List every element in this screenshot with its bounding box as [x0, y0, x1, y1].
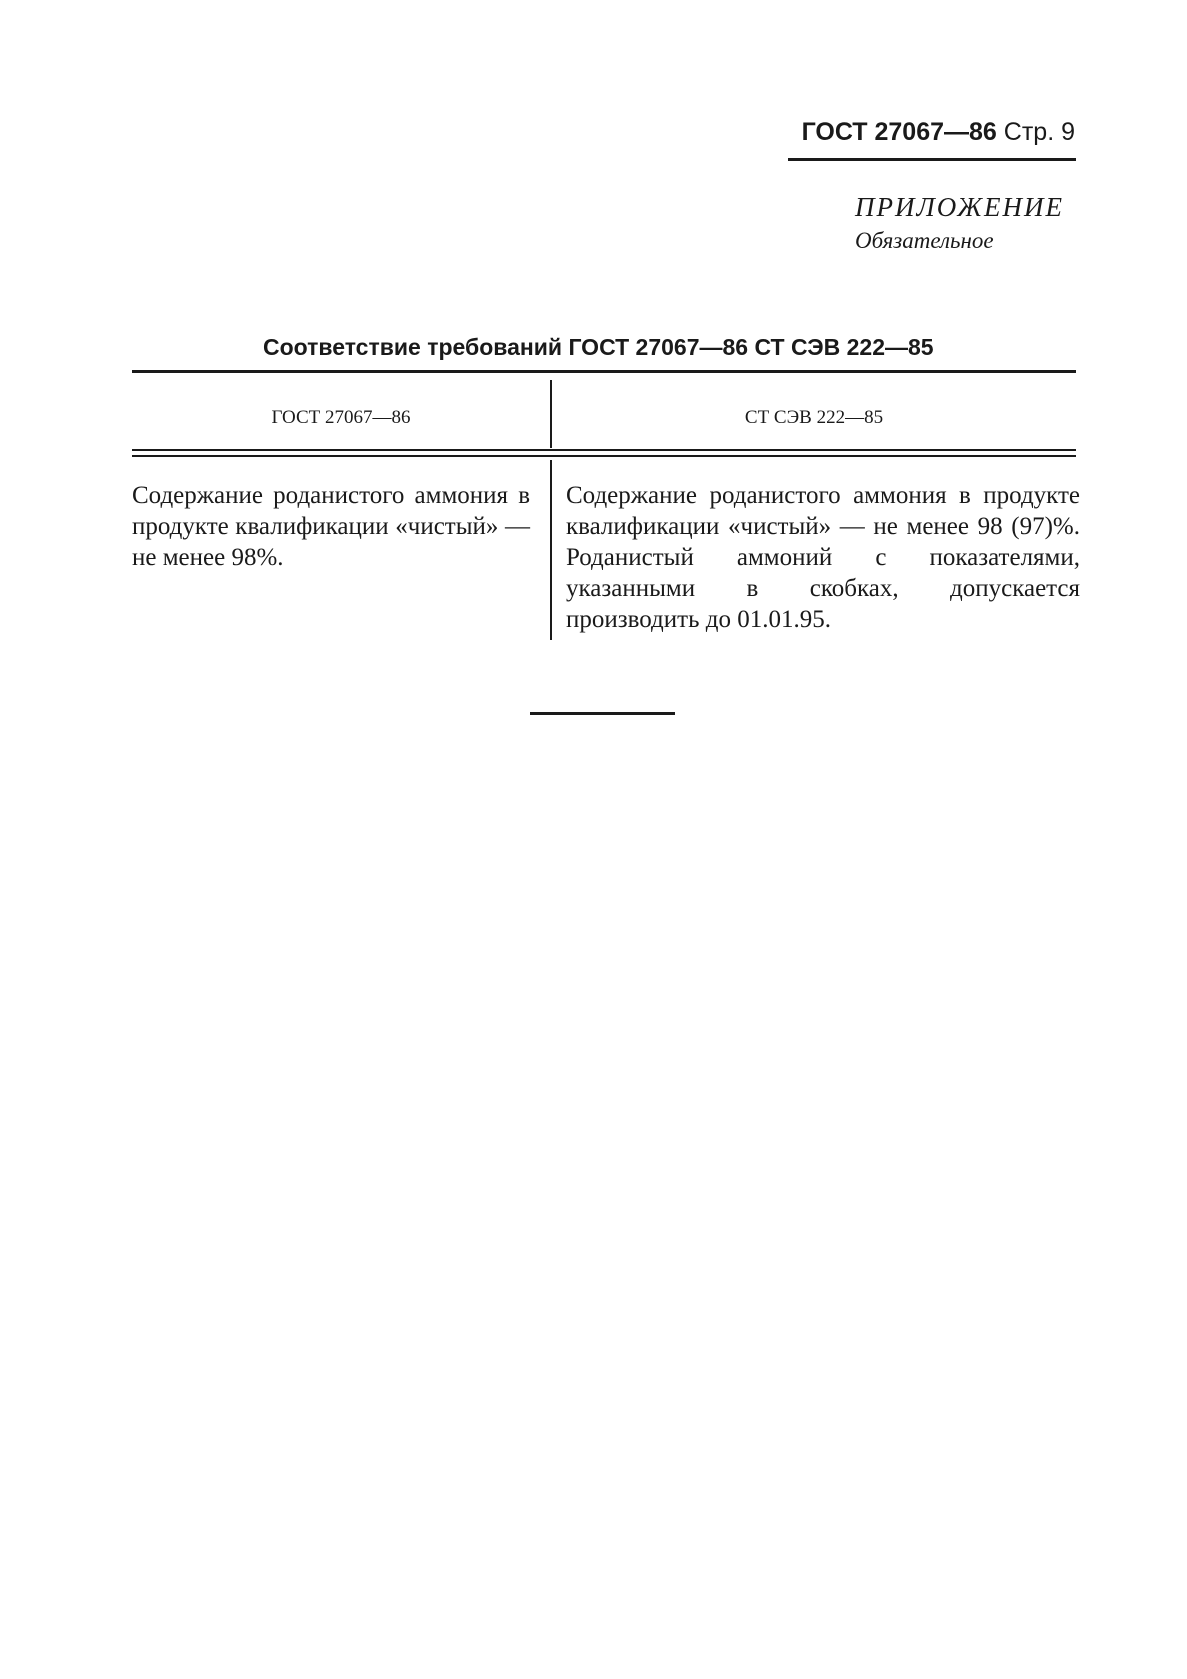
- column-header-gost: ГОСТ 27067—86: [271, 407, 411, 428]
- page-number: Стр. 9: [1003, 118, 1075, 146]
- table-cell-gost: Содержание роданистого аммония в продукте квалификации «чистый» — не менее 98%.: [132, 482, 530, 571]
- column-divider-body: [550, 460, 552, 640]
- table-cell-st-sev: Содержание роданистого аммония в продукте квалификации «чистый» — не менее 98 (97)%. Роданистый аммоний с показателями, указанными в скобках, допускается производить до 01.01.95.: [566, 482, 1080, 633]
- table-top-rule: [132, 370, 1076, 373]
- column-header-st-sev: СТ СЭВ 222—85: [744, 407, 884, 428]
- appendix-note: Обязательное: [855, 228, 994, 253]
- end-rule: [530, 712, 675, 715]
- header-rule: [788, 158, 1076, 161]
- table-title: Соответствие требований ГОСТ 27067—86 СТ СЭВ 222—85: [263, 334, 934, 360]
- page-header: [802, 118, 1075, 147]
- header-separator-rule-second: [132, 455, 1076, 457]
- standard-number: ГОСТ 27067—86: [801, 118, 997, 146]
- header-separator-rule: [132, 449, 1076, 451]
- appendix-title: ПРИЛОЖЕНИЕ: [855, 192, 1064, 222]
